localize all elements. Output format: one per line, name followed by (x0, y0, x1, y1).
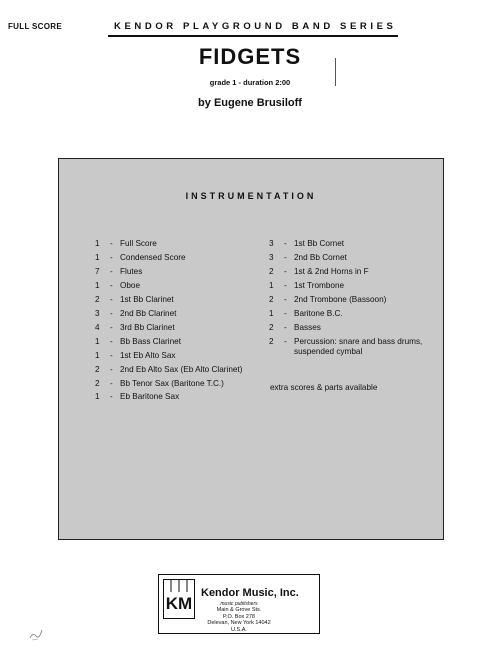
full-score-label: FULL SCORE (8, 22, 62, 31)
instrument-row (269, 309, 437, 319)
separator-dash: - (110, 252, 113, 262)
separator-dash: - (284, 280, 287, 290)
margin-scribble (28, 626, 48, 642)
instrument-name: 3rd Bb Clarinet (120, 322, 175, 332)
instrument-quantity: 2 (95, 378, 100, 388)
logo-text: KM (165, 594, 193, 613)
separator-dash: - (284, 252, 287, 262)
separator-dash: - (110, 294, 113, 304)
instrument-quantity: 1 (95, 239, 100, 248)
instrument-quantity: 1 (95, 350, 100, 360)
series-title: KENDOR PLAYGROUND BAND SERIES (114, 21, 397, 32)
grade-duration: grade 1 - duration 2:00 (209, 78, 291, 87)
instrument-quantity: 2 (269, 294, 274, 304)
instrument-row (269, 295, 437, 305)
instrument-name: 1st Bb Cornet (294, 239, 345, 248)
instrument-name: 1st Eb Alto Sax (120, 350, 176, 360)
publisher-box (158, 574, 320, 634)
instrument-name: Full Score (120, 239, 157, 248)
instrument-row (95, 253, 265, 263)
instrument-row (95, 379, 265, 389)
composer-credit: by Eugene Brusiloff (198, 97, 302, 109)
separator-dash: - (110, 266, 113, 276)
instrument-name: 2nd Trombone (Bassoon) (294, 294, 387, 304)
separator-dash: - (110, 280, 113, 290)
page-title: FIDGETS (198, 44, 302, 69)
instrument-quantity: 3 (269, 252, 274, 262)
instrument-row (95, 239, 265, 249)
instrument-quantity: 7 (95, 266, 100, 276)
instrument-name: Condensed Score (120, 252, 186, 262)
instrument-quantity: 1 (269, 280, 274, 290)
instrument-list-left (95, 239, 265, 406)
instrument-name: 1st Trombone (294, 280, 345, 290)
instrument-quantity: 1 (95, 252, 100, 262)
instrument-name: Oboe (120, 280, 141, 290)
instrument-name: 2nd Eb Alto Sax (Eb Alto Clarinet) (120, 364, 243, 374)
instrument-name: Baritone B.C. (294, 308, 343, 318)
instrument-row (95, 365, 265, 375)
instrument-quantity: 2 (269, 266, 274, 276)
instrument-name: Basses (294, 322, 321, 332)
instrumentation-panel (58, 158, 444, 540)
instrument-row (269, 323, 437, 333)
address-line: U.S.A. (231, 626, 247, 633)
separator-dash: - (110, 322, 113, 332)
instrument-quantity: 2 (95, 294, 100, 304)
instrument-row (95, 392, 265, 402)
header-rule (108, 35, 398, 37)
separator-dash: - (110, 308, 113, 318)
instrument-name: 2nd Bb Cornet (294, 252, 347, 262)
instrument-name: Flutes (120, 266, 143, 276)
instrument-row (95, 351, 265, 361)
instrument-row (269, 267, 437, 277)
instrument-row (95, 281, 265, 291)
publisher-address (159, 607, 319, 633)
instrument-quantity: 2 (95, 364, 100, 374)
instrument-row (269, 281, 437, 291)
instrument-name: Eb Baritone Sax (120, 392, 180, 402)
publisher-name: Kendor Music, Inc. (201, 587, 299, 599)
address-line: Delevan, New York 14042 (207, 620, 271, 627)
instrument-quantity: 3 (95, 308, 100, 318)
instrument-row (269, 337, 437, 358)
separator-dash: - (110, 336, 113, 346)
publisher-subtitle: music publishers (220, 601, 258, 607)
separator-dash: - (110, 350, 113, 360)
address-line: P.O. Box 278 (222, 613, 255, 620)
separator-dash: - (284, 336, 287, 346)
instrument-row (269, 253, 437, 263)
separator-dash: - (110, 239, 113, 248)
separator-dash: - (110, 378, 113, 388)
instrument-row (95, 323, 265, 333)
instrument-quantity: 1 (95, 336, 100, 346)
instrument-name: Bb Bass Clarinet (120, 336, 181, 346)
instrument-name: 2nd Bb Clarinet (120, 308, 177, 318)
instrument-quantity: 2 (269, 322, 274, 332)
instrument-name: 1st & 2nd Horns in F (294, 266, 369, 276)
separator-dash: - (110, 392, 113, 402)
instrument-quantity: 1 (269, 308, 274, 318)
extra-parts-note: extra scores & parts available (270, 383, 378, 392)
address-line: Main & Grove Sts. (216, 607, 262, 613)
instrument-row (269, 239, 437, 249)
instrument-quantity: 1 (95, 280, 100, 290)
instrument-row (95, 309, 265, 319)
instrument-list-right (269, 239, 437, 361)
separator-dash: - (110, 364, 113, 374)
separator-dash: - (284, 266, 287, 276)
instrument-quantity: 4 (95, 322, 100, 332)
instrument-quantity: 3 (269, 239, 274, 248)
instrument-row (95, 337, 265, 347)
instrumentation-heading: INSTRUMENTATION (185, 191, 317, 201)
instrument-row (95, 267, 265, 277)
separator-dash: - (284, 308, 287, 318)
instrument-quantity: 2 (269, 336, 274, 346)
separator-dash: - (284, 239, 287, 248)
instrument-row (95, 295, 265, 305)
instrument-quantity: 1 (95, 392, 100, 402)
instrument-name: Bb Tenor Sax (Baritone T.C.) (120, 378, 224, 388)
separator-dash: - (284, 322, 287, 332)
instrument-name: 1st Bb Clarinet (120, 294, 174, 304)
separator-dash: - (284, 294, 287, 304)
instrument-name: Percussion: snare and bass drums, suspended cymbal (294, 336, 423, 357)
